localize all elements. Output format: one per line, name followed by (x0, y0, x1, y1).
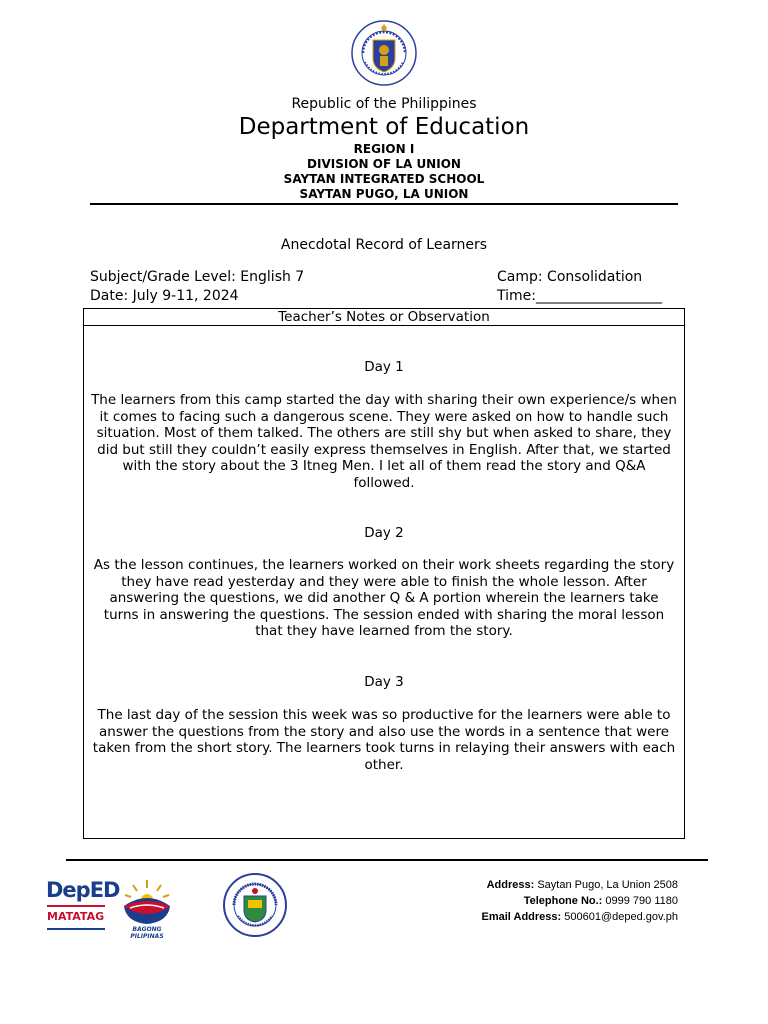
footer-email (482, 911, 678, 923)
footer-address (487, 879, 678, 891)
time-field: Time:__________________ (497, 288, 662, 304)
school-heading: SAYTAN INTEGRATED SCHOOL (283, 172, 485, 186)
email-label: Email Address: (481, 911, 562, 923)
subject-field: Subject/Grade Level: English 7 (90, 269, 305, 285)
header-divider (90, 203, 678, 205)
phone-label: Telephone No.: (523, 895, 603, 907)
phone-value: 0999 790 1180 (605, 895, 678, 907)
deped-matatag-logo (44, 876, 120, 938)
email-value: 500601@deped.gov.ph (564, 911, 678, 923)
camp-field: Camp: Consolidation (497, 269, 643, 285)
school-seal-logo (222, 872, 288, 938)
school-address-heading: SAYTAN PUGO, LA UNION (299, 187, 469, 201)
logo-stripe (47, 905, 105, 907)
footer-phone (524, 895, 678, 907)
day-1-label: Day 1 (364, 359, 404, 375)
day-3-notes: The last day of the session this week was so productive for the learners were able to answer the questions from the story and also use the words in a sentence that were taken from the short story. The learners took turns in relaying their answers with each other. (92, 707, 676, 773)
notes-table-header: Teacher’s Notes or Observation (84, 309, 684, 326)
day-1-notes: The learners from this camp started the day with sharing their own experience/s when it comes to facing such a dangerous scene. They were asked on how to handle such situation. Most of them talked. The others are still shy but when asked to share, they did but still they couldn’t easily express themselves in English. After that, we started with the story about the 3 Itneg Men. I let all of them read the story and Q&A followed. (91, 392, 677, 491)
matatag-logo-text: MATATAG (47, 910, 105, 923)
department-heading: Department of Education (238, 114, 530, 140)
region-heading: REGION I (353, 142, 415, 156)
address-value: Saytan Pugo, La Union 2508 (537, 879, 678, 891)
footer-divider (66, 859, 708, 861)
republic-heading: Republic of the Philippines (291, 96, 477, 112)
day-3-label: Day 3 (364, 674, 404, 690)
logo-stripe (47, 928, 105, 930)
bagong-pilipinas-logo (116, 876, 178, 938)
day-2-label: Day 2 (364, 525, 404, 541)
deped-seal-logo (351, 20, 417, 86)
address-label: Address: (486, 879, 535, 891)
bagong-pilipinas-text: BAGONG PILIPINAS (130, 926, 164, 940)
deped-logo-text: DepED (46, 878, 120, 902)
notes-table (83, 308, 685, 839)
day-2-notes: As the lesson continues, the learners worked on their work sheets regarding the story they have read yesterday and they were able to finish the whole lesson. After answering the questions, we did another Q & A portion wherein the learners take turns in answering the questions. The session ended with sharing the moral lesson that they have learned from the story. (93, 557, 675, 640)
date-field: Date: July 9-11, 2024 (90, 288, 239, 304)
division-heading: DIVISION OF LA UNION (307, 157, 461, 171)
document-title: Anecdotal Record of Learners (280, 237, 488, 253)
